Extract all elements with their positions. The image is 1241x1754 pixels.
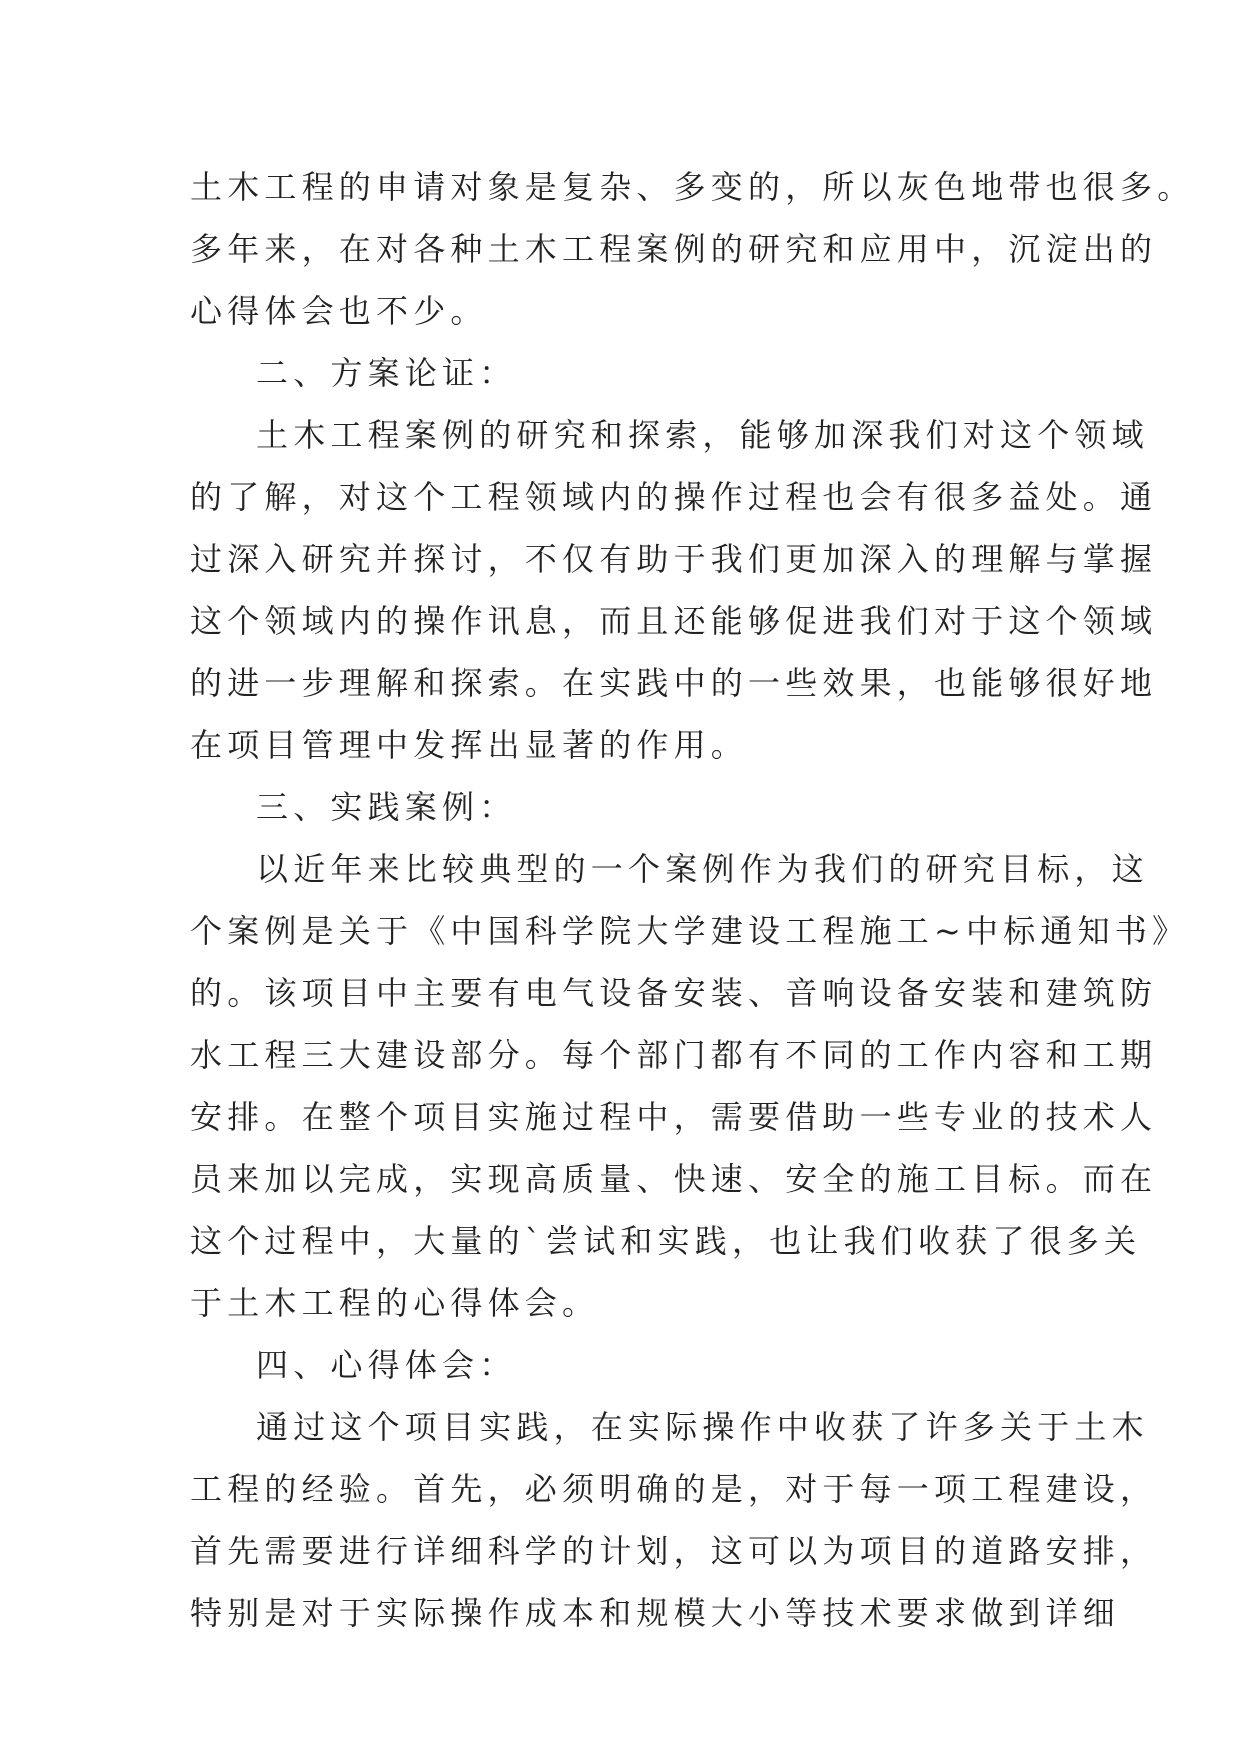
text-line: 的进一步理解和探索。在实践中的一些效果，也能够很好地: [190, 664, 1158, 702]
section-heading: 四、心得体会：: [256, 1346, 517, 1384]
document-body: [190, 156, 1195, 1644]
text-line: 个案例是关于《中国科学院大学建设工程施工~中标通知书》: [190, 912, 1190, 950]
text-line: 心得体会也不少。: [190, 292, 488, 330]
text-line: 的。该项目中主要有电气设备安装、音响设备安装和建筑防: [190, 974, 1158, 1012]
text-line: 这个领域内的操作讯息，而且还能够促进我们对于这个领域: [190, 602, 1158, 640]
text-line: 这个过程中，大量的`尝试和实践，也让我们收获了很多关: [190, 1222, 1142, 1260]
text-line: 在项目管理中发挥出显著的作用。: [190, 726, 749, 764]
text-line: 多年来，在对各种土木工程案例的研究和应用中，沉淀出的: [190, 230, 1158, 268]
section-heading: 二、方案论证：: [256, 354, 517, 392]
text-line: 的了解，对这个工程领域内的操作过程也会有很多益处。通: [190, 478, 1158, 516]
text-line: 以近年来比较典型的一个案例作为我们的研究目标，这: [256, 850, 1149, 888]
text-line: 安排。在整个项目实施过程中，需要借助一些专业的技术人: [190, 1098, 1158, 1136]
text-line: 员来加以完成，实现高质量、快速、安全的施工目标。而在: [190, 1160, 1158, 1198]
text-line: 通过这个项目实践，在实际操作中收获了许多关于土木: [256, 1408, 1149, 1446]
text-line: 首先需要进行详细科学的计划，这可以为项目的道路安排，: [190, 1532, 1158, 1570]
text-line: 工程的经验。首先，必须明确的是，对于每一项工程建设，: [190, 1470, 1158, 1508]
text-line: 土木工程的申请对象是复杂、多变的，所以灰色地带也很多。: [190, 168, 1195, 206]
text-line: 特别是对于实际操作成本和规模大小等技术要求做到详细: [190, 1594, 1121, 1632]
text-line: 过深入研究并探讨，不仅有助于我们更加深入的理解与掌握: [190, 540, 1158, 578]
section-heading: 三、实践案例：: [256, 788, 517, 826]
text-line: 土木工程案例的研究和探索，能够加深我们对这个领域: [256, 416, 1149, 454]
text-line: 于土木工程的心得体会。: [190, 1284, 600, 1322]
text-line: 水工程三大建设部分。每个部门都有不同的工作内容和工期: [190, 1036, 1158, 1074]
